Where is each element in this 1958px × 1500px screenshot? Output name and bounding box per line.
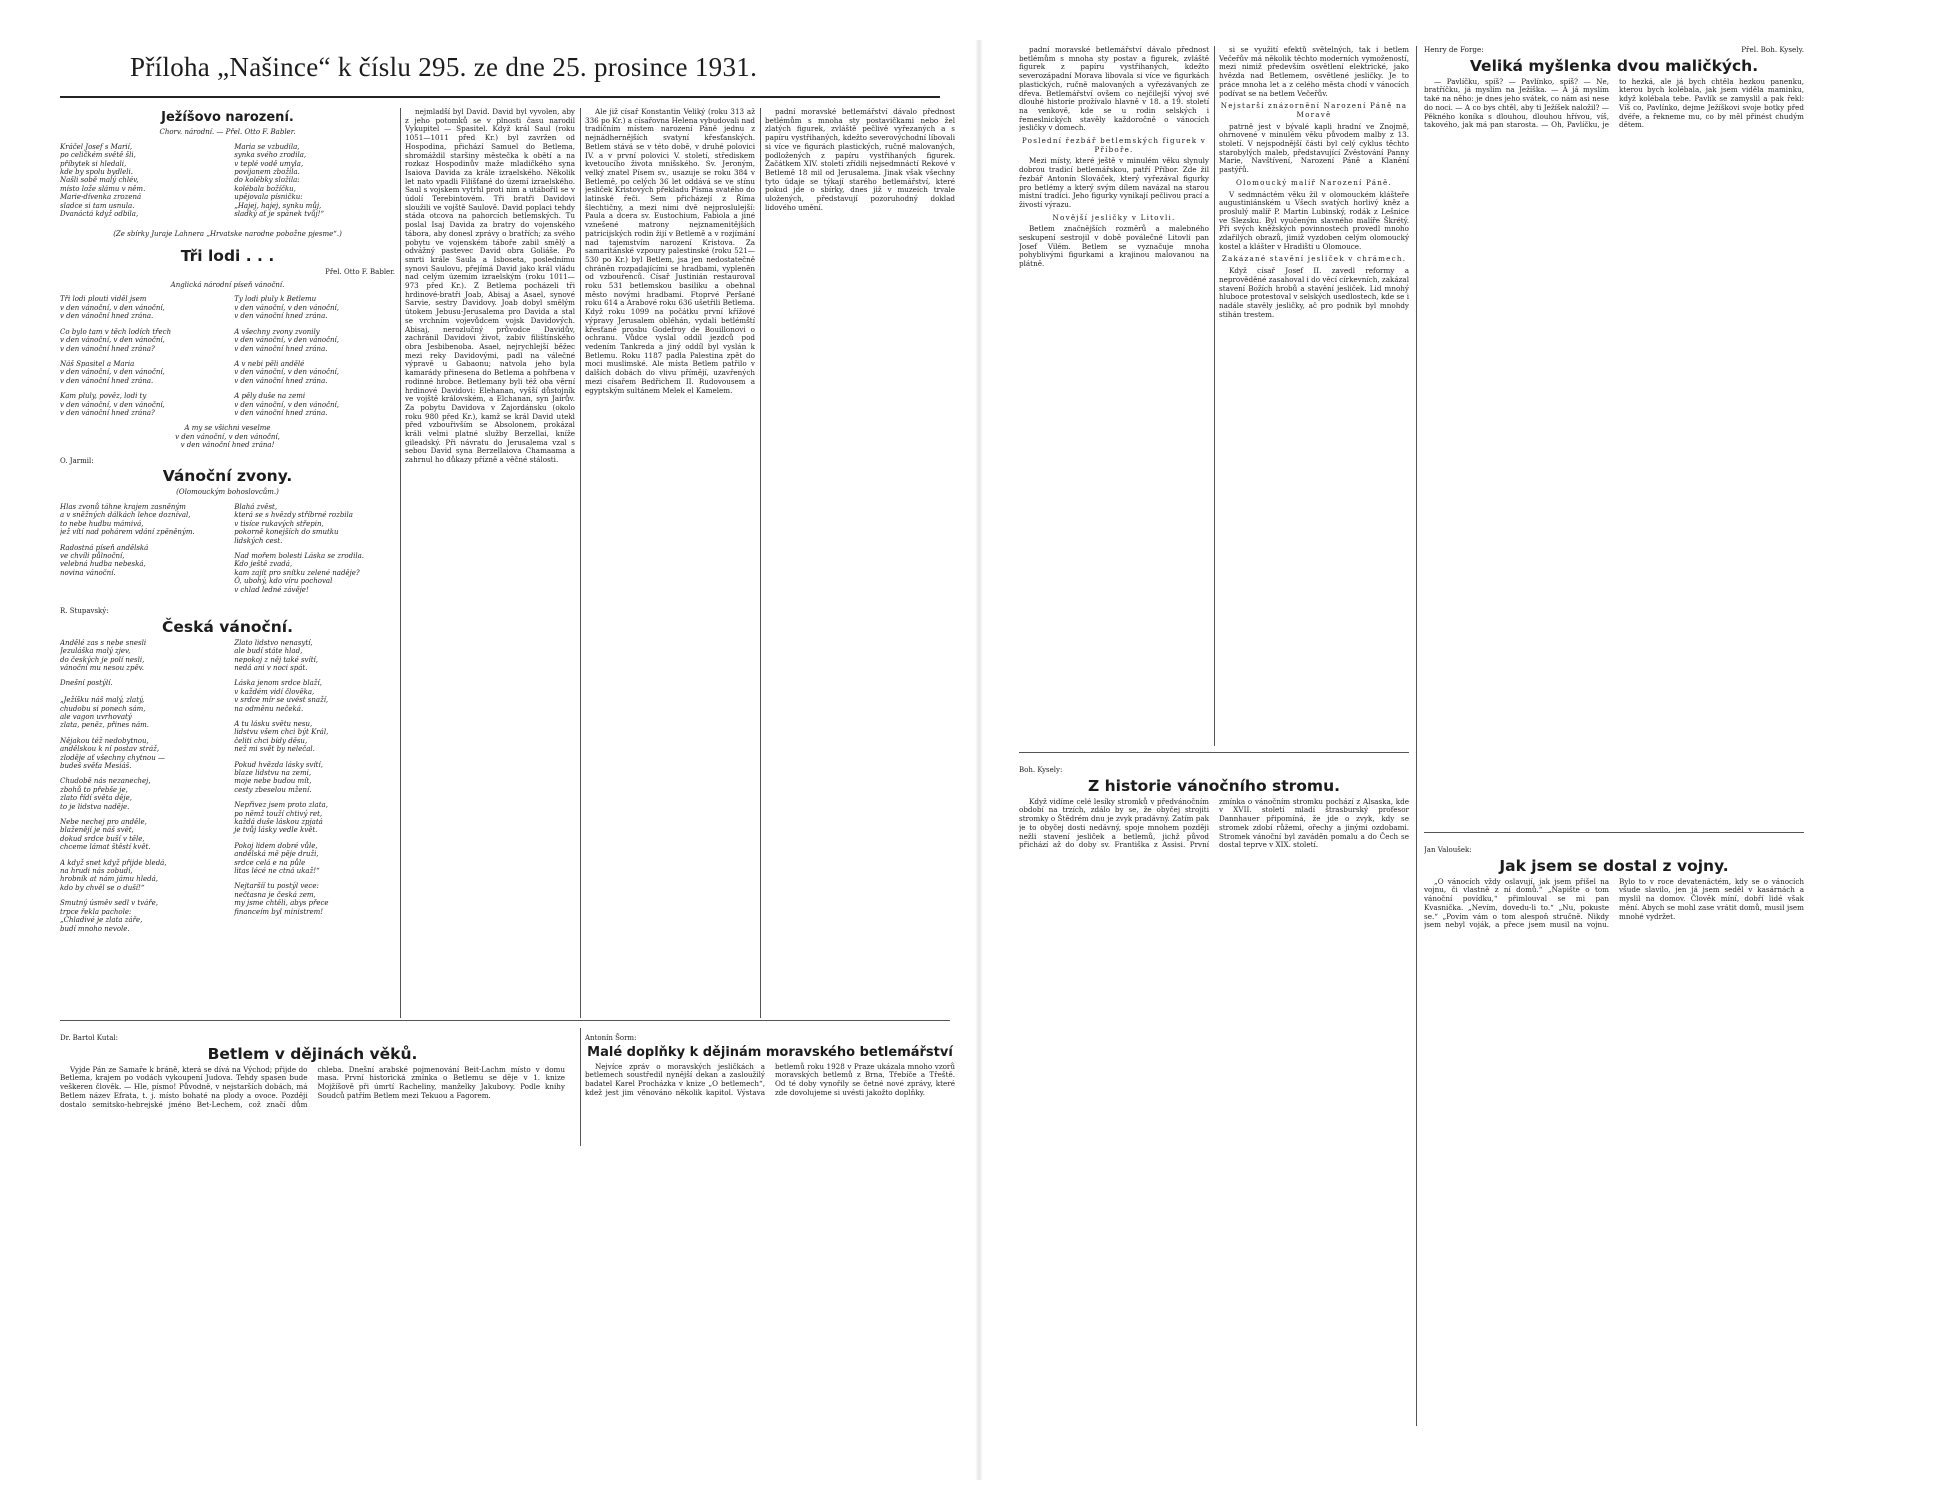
- poem2-stanza: Tři lodi plouti viděl jsem v den vánoční, v den vánoční, v den vánoční hned zrána.: [60, 295, 165, 321]
- poem2-stanza: A všechny zvony zvonily v den vánoční, v den vánoční, v den vánoční hned zrána.: [234, 327, 339, 353]
- story-author: Henry de Forge:: [1424, 46, 1484, 54]
- right-col-a-text: padní moravské betlemářství dávalo přednost betlémům s mnoha sty postav a figurek, zvláště figurek z papíru vystřihaných, kdežto severozápadní Morava libovala si více ve figurkách plastických, ručně malovaných a vyřezávaných ze dřeva. Betlemářství ovšem co nejčilejší vývoj své dlouhé historie prožívalo hlavně v 18. a 19. století na venkově, kde se u rodin selských i řemeslnických stavěly každoročně o vánocích jesličky v domech.: [1019, 46, 1209, 133]
- poem3-stanza: Nad mořem bolesti Láska se zrodila. Kdo ještě zvadá, kam zajít pro snítku zelené naděje? Ó, ubohý, kdo víru pochoval v chlad ledné závěje!: [234, 552, 364, 594]
- betlem-title: Betlem v dějinách věků.: [207, 1044, 418, 1063]
- section-title-olomouc: Olomoucký malíř Narození Páně.: [1236, 177, 1392, 187]
- section-title-znojmo: Nejstarší znázornění Narození Páně na Moravě: [1220, 101, 1408, 119]
- story-translator: Přel. Boh. Kysely.: [1741, 46, 1804, 54]
- poem4-stanza: Nebe nechej pro anděle, blaženějí je náš svět, dokud srdce buší v těle, chceme lámat štěstí květ.: [60, 818, 151, 852]
- poem4-stanza: Nějakou též nedobytnou, andělskou k ní postav stráž, zloděje ať všechny chytnou — budeš svěťa Mesiáš.: [60, 736, 165, 771]
- story-article: [1424, 46, 1804, 826]
- poem4-stanza: Nejtaršíí tu postýl vece: nečtasna je česká zem, my jsme chtěli, abys přece financeím byl ministrem!: [234, 882, 329, 916]
- right-column-b: [1219, 46, 1409, 746]
- poem2-left-column: [60, 295, 221, 424]
- right-col-b-text: si se využití efektů světelných, tak i betlem Večeřův má několik těchto moderních vymožeností, mezi nimiž především osvětlení elektrické, jako hvězda nad Betlemem, osvětlené jesličky. Je to práce mnoha let a z celého města chodí v vánocích podívat se na betlem Večeřův.: [1219, 46, 1409, 98]
- tree-text: Když vidíme celé lesíky stromků v předvánočním období na trzích, zdálo by se, že obyčej strojiti stromky o Štědrém dnu je zvyk pradávný. Zatím pak je to obyčej dosti nedávný, spoje mnohem později nežli stavení jesliček a betlemů, jichž původ přichází až do doby sv. Františka z Assisi. První zmínka o vánočním stromku pochází z Alsaska, kde v XVII. století mladí štrasburský profesor Dannhauer připomíná, že jde o zvyk, kdy se stromek zdobí růžemi, ořechy a jinými ozdobami. Stromek vánoční byl zaváděn pomalu a do Čech se dostal teprve v XIX. století.: [1019, 796, 1409, 850]
- article-column: [585, 108, 755, 1028]
- story-byline: [1424, 46, 1804, 55]
- doplnky-text: Nejvíce zpráv o moravských jesličkách a betlemech soustředil nynější dekan a zasloužilý badatel Karel Procházka v knize „O betlemech“, kdež jest jim věnováno několik kapitol. Výstava betlemů roku 1928 v Praze ukázala mnoho vzorů moravských betlemů z Brna, Třebíče a Třeště. Od té doby vynořily se četné nové zprávy, které zde dovolujeme si uvésti jakožto doplňky.: [585, 1061, 955, 1097]
- poems-column: [60, 108, 395, 1418]
- betlem-article: [60, 1028, 565, 1148]
- poem3-author: O. Jarmil:: [60, 456, 94, 465]
- article-text: Ale již císař Konstantin Veliký (roku 313 až 336 po Kr.) a císařovna Helena vybudovali nad tradičním místem narození Páně jednu z nejnádhernějších svatyní křesťanských. Betlem stává se v této době, v druhé polovici IV. a v první polovici V. století, střediskem kvetoucího života mnišského. Sv. Jeroným, velký znatel Písem sv., usazuje se roku 384 v Betlemě, po celých 36 let oddává se ve stínu jesliček Kristových překladu Písma svatého do latinské řeči. Sem přicházejí z Říma šlechtičny, a mezi nimi dvě nejproslulejší: Paula a dcera sv. Eustochium, Fabiola a jiné vznešené matrony nejznamenitějších patricijských rodin žijí v Betlemě a v rozjímání nad tajemstvím narození Kristova. Za samaritánské vzpoury palestinské (roku 521—530 po Kr.) byl Betlem, jsa jen nedostatečně chráněn rozpadajícími se hradbami, vypleněn od vzbouřenců. Císař Justinián restauroval roku 531 betlemskou basiliku a obehnal město novými hradbami. Ftoprvé Peršané roku 614 a Arabové roku 636 ušetřili Betlema. Když roku 1099 na počátku první křížové výpravy Jerusalem obléhán, vydali betlémští křesťané prosbu Godefroy de Bouillonovi o ochranu. Vůdce vyslal oddíl jezdců pod vedením Tankreda a jiný oddíl byl vyslán k Betlemu. Roku 1187 padla Palestina zpět do moci muslimské. Ale místa Betlem patřilo v dalších dobách do vlivu přímějí, uzavřených mezi císařem Bedřichem II. Rudovousem a egyptským sultánem Melek el Kamelem.: [585, 108, 755, 395]
- poem4-author: R. Stupavský:: [60, 607, 109, 616]
- poem2-right-column: [234, 295, 395, 424]
- story-title: Veliká myšlenka dvou maličkých.: [1469, 56, 1759, 75]
- poem4-left-column: [60, 639, 221, 940]
- poem4-stanza: Chudobě nás nezanechej, zbohů to přebše je, zlato řídí světa děje, to je lidstva naděje.: [60, 777, 151, 811]
- section-divider: [1424, 832, 1804, 833]
- betlem-text: Vyjde Pán ze Samaře k bráně, která se dívá na Východ; přijde do Betlema, krajem po vodách vykoupení Judova. Tehdy spasen bude veškeren člověk. — Hle, písmo! Původně, v nejstarších dobách, má Betlem název Efrata, t. j. místo bohaté na plody a ovoce. Později dostalo semitsko-hebrejské jméno Bet-Lechem, což značí dům chleba. Dnešní arabské pojmenování Beit-Lachm místo v domu masa. První historická zmínka o Betlemu se děje v 1. knize Mojžíšově při úmrtí Racheliny, manželky Jakubovy. Podle knihy Soudců patřím Betlem mezi Tekuou a Fagorem.: [60, 1064, 565, 1109]
- section-text-zakazane: Když císař Josef II. zavedl reformy a neprověděné zasahoval i do věcí církevních, zakázal stavení Božích hrobů a stavění jesliček. Lid mnohý hluboce protestoval v selských usedlostech, kde se i nadále stavěly jesličky, ač pro podnik byl mnohdy stihán trestem.: [1219, 266, 1409, 319]
- doplnky-article: [585, 1028, 955, 1148]
- poem3-stanza: Hlas zvonů táhne krajem zasněným a v sněžných dálkách lehce dozníval, to nebe hudbu mámivá, jež vítí nad pohárem vdání zpěněným.: [60, 502, 195, 537]
- poem2-stanza: A v nebi pěli andělé v den vánoční, v den vánoční, v den vánoční hned zrána.: [234, 359, 339, 385]
- poem3-verses: [60, 503, 395, 601]
- article-text: padní moravské betlemářství dávalo přednost betlémům s mnoha sty postavičkami nebo žel zlatých figurek, zvláště pečlivě vyřezaných a s papíru vystřihaných, kdežto severovýchodní líbovali si více ve figurách plastických, ručně malovaných, podložených z papíru vystřihaných figurek. Začátkem XIV. století zřídili nejsedmnáctí Rekové v Betlemě 18 mil od Jerusalema. Jinak však všechny tyto údaje se týkají starého betlemářství, které pokud jde o sbírky, dnes již v muzeích trvale uložených, představují pozoruhodný doklad lidového umění.: [765, 108, 955, 212]
- masthead-rule: [60, 96, 940, 98]
- section-text-litovel: Betlem značnějších rozměrů a malebného seskupení sestrojil v době poválečné Litovli pan Josef Vilém. Betlem se vyznačuje mnoha pohyblivými figurkami a krajinou malovanou na plátně.: [1019, 224, 1209, 269]
- poem2-translator: Přel. Otto F. Babler.: [325, 268, 395, 277]
- column-divider: [1416, 46, 1417, 1426]
- poem4-stanza: Andělé zas s nebe snesli Jezuláška malý zjev, do českých je polí nesli, vánoční mu nesou zpěv.: [60, 638, 147, 672]
- poem4-right-column: [234, 639, 395, 940]
- section-text-znojmo: patrně jest v bývalé kapli hradní ve Znojmě, ohrnovené v minulém věku původem malby z 13. století. V nejspodnější části byl celý cyklus těchto starobylých maleb, představující Zvěstování Panny Marie, Navštívení, Narození Páně a Klanění pastýřů.: [1219, 121, 1409, 175]
- poem4-stanza: Nepřivez jsem proto zlata, po němž touží chtivý ret, každá duše láskou zpjatá je tvůj lásky vedle květ.: [234, 801, 328, 835]
- poem2-stanza: Náš Spasitel a Maria v den vánoční, v den vánoční, v den vánoční hned zrána.: [60, 359, 165, 385]
- section-title-zakazane: Zakázané stavění jesliček v chrámech.: [1221, 254, 1407, 264]
- masthead: Příloha „Našince“ k číslu 295. ze dne 25. prosince 1931.: [130, 52, 758, 82]
- section-text-pribor: Mezi místy, které ještě v minulém věku slynuly dobrou tradicí betlemářskou, patří Příbor. Zde žil řezbář Antonín Slováček, který vyřezával figurky pro betlémy a který svým dílem navázal na starou místní tradici. Jeho figurky vynikají pečlivou prací a živostí výrazu.: [1019, 156, 1209, 209]
- tree-article: [1019, 760, 1409, 1420]
- poem4-stanza: Láska jenom srdce blaží, v každém vidí člověka, v srdce mír se uvést snaží, na odměnu nečeká.: [234, 679, 329, 713]
- article-column: [405, 108, 575, 1028]
- vojna-article: [1424, 840, 1804, 1420]
- poem1-note: (Ze sbírky Juraje Lahnera „Hrvatske narodne pobožne pjesme“.): [113, 230, 342, 239]
- article-text: nejmladší byl David. David byl vyvolen, aby z jeho potomků se v plnosti času narodil Vykupitel — Spasitel. Když král Saul (roku 1051—1011 před Kr.) byl zavržen od Hospodina, přichází Samuel do Betlema, shromáždil staršiny městečka k obětí a na rozkaz Hospodinův maže mladičkého syna Isaiova Davida za krále izraelského. Několik let nato vpadli Filišťané do území izraelského. Saul s vojskem vytrhl proti nim a utábořil se v údolí Terebintovém. Tři bratři Davidovi sloužili ve vojště Saulově. David poplaci tehdy stáda otcova na pahorcích betlemských. Tu poslal Isaj Davida za bratry do vojenského tábora, aby donesl zprávy o bratřích; za svého pobytu ve vojenském táboře zabil smělý a odvážný pastevec David obra Goliáše. Po smrti krále Saula a Isboseta, poslednímu synovi Saulovu, přejímá David jako král vládu nad celým územím izraelským (roku 1011—973 před Kr.). Z Betlema pocházeli tři hrdinové-bratři Joab, Abisaj a Asael, synové Sarvie, sestry Davidovy. Joab dobyl smělým útokem Jebusu-Jerusalema pro Davida a stal se vrchním vojevůdcem vojsk Davidových. Abisaj, nerozlučný průvodce Davidův, zachránil Davidovi život, zabiv filištínského obra Jesbibenoba. Asael, nejrychlejší běžec mezi reky Davidovými, padl na válečné výpravě u Gabaonu; natvola jeho byla kamarády přinesena do Betlema a pohřbena v rodinné hrobce. Betlemany byli též oba věrní hrdinové Davidovi: Elehanan, vyšší důstojník ve vojště královském, a Elchanan, syn Jairův. Za pobytu Davidova v Zajordánsku (okolo roku 980 před Kr.), kamž se král David utekl před vzbouřivším se Absolonem, prokázal králi velmi platné služby Berzellai, kníže gileadský. Při návratu do Jerusalema vzal s sebou David syna Berzellaiova Chamaama a zahrnul ho důkazy přízně a věčné stálosti.: [405, 108, 575, 465]
- doplnky-author: Antonín Šorm:: [585, 1034, 637, 1042]
- poem4-stanza: A když snet když přijde bledá, na hrudi nás zobudí, hrobník at nám jámu hledá, kdo by chvěl se o duší!“: [60, 858, 167, 892]
- poem3-subtitle: (Olomouckým bohoslovcům.): [176, 488, 279, 497]
- poem1-stanza-right: Maria se vzbudila, synka svého zrodila, v teplé vodě umyla, povijanem zbožila. do kolébky složila: kolébala božíčku, upějovala písničku: „Hajej, hajej, synku můj, sladký ať je spánek tvůj!“: [234, 142, 325, 218]
- poem4-stanza: Zlato lidstvo nenasytí, ale budí státe hlad, nepokoj z něj také svítí, nedá ani v noci spát.: [234, 638, 319, 672]
- poem2-subtitle: Anglická národní píseň vánoční.: [170, 280, 285, 289]
- section-text-olomouc: V sedmnáctém věku žil v olomouckém klášteře augustiniánském u Všech svatých horlivý kněz a proslulý malíř P. Martin Lubinský, rodák z Lešnice ve Slezsku. Byl vyučeným slavného malíře Škrétý. Při svých kněžských povinnostech provedl mnoho zdařilých obrazů, jimiž vyzdoben celým olomoucký kostel a klášter v Hradišti u Olomouce.: [1219, 189, 1409, 251]
- poem2-stanza: A pěly duše na zemi v den vánoční, v den vánoční, v den vánoční hned zrána.: [234, 392, 339, 417]
- right-page: [979, 0, 1958, 1500]
- poem2-title: Tři lodi . . .: [180, 247, 275, 266]
- vojna-title: Jak jsem se dostal z vojny.: [1499, 856, 1729, 875]
- story-text: — Pavlíčku, spíš? — Pavlínko, spíš? — Ne, bratříčku, já myslím na Ježíška. — A já myslím také na něho: je dnes jeho svátek, co nám asi nese do noci. — A co bys chtěl, aby ti Ježíšek naložil? — Pěkného koníka s dlouhou, dlouhou hřívou, víš, takového, jak má pan starosta. — Oh, Pavlíčku, je to hezká, ale já bych chtěla hezkou panenku, kterou bych kolébala, jak jsem viděla maminku, když kolébala tebe. Pavlík se zamyslil a pak řekl: Víš co, Pavlínko, dejme Ježíškovi svoje botky před dvéře, a řekneme mu, co by měl přinést chudým dětem.: [1424, 76, 1804, 130]
- tree-author: Boh. Kysely:: [1019, 766, 1063, 774]
- poem3-right-column: [234, 503, 395, 601]
- column-divider: [760, 108, 761, 1018]
- poem3-left-column: [60, 503, 221, 601]
- column-divider: [580, 108, 581, 1018]
- section-title-pribor: Poslední řezbář betlemských figurek v Příboře.: [1021, 136, 1207, 154]
- poem4-stanza: Pokud hvězda lásky svítí, blaze lidstvu na zemi, moje nebe budou mít, cesty zbeselou mžení.: [234, 760, 323, 794]
- poem4-stanza: Pokoj lidem dobré vůle, andělská mě pěje druži, srdce celá e na půle litas lécé ne ctná ukaž!“: [234, 841, 320, 876]
- poem1-subtitle: Chorv. národní. — Přel. Otto F. Babler.: [159, 128, 296, 136]
- poem4-verses: [60, 639, 395, 940]
- poem2-stanza: Ty lodi pluly k Betlemu v den vánoční, v den vánoční, v den vánoční hned zrána.: [234, 295, 339, 321]
- poem4-stanza: A tu lásku světu nesu, lidstvu všem chci být Král, čeliti chci bídy děsu, než mi svět by nelečal.: [234, 719, 329, 754]
- poem1-verses: [60, 143, 395, 226]
- poem2-stanza: Kam pluly, pověz, lodi ty v den vánoční, v den vánoční, v den vánoční hned zrána?: [60, 392, 165, 417]
- poem3-title: Vánoční zvony.: [162, 467, 293, 486]
- vojna-text: „O vánocích vždy oslavují, jak jsem přišel na vojnu, či vlastně z ní domů.“ „Napište o tom vánoční povídku,“ přimlouval se mi pan Kvasnička. „Nevím, dovedu-li to.“ „Nu, pokuste se.“ „Povím vám o tom alespoň stručně. Nikdy jsem nebyl voják, a přece jsem musil na vojnu. Bylo to v roce devatenáctém, kdy se o vánocích všude slavilo, jen já jsem seděl v kasárnách a myslil na domov. Člověk míní, dobří lidé však mění. Abych se mohl zase vrátit domů, musil jsem mnohé vydržet.: [1424, 876, 1804, 930]
- column-divider: [1214, 46, 1215, 746]
- betlem-author: Dr. Bartol Kutal:: [60, 1034, 118, 1042]
- poem4-title: Česká vánoční.: [162, 617, 293, 636]
- article-column: [765, 108, 955, 1028]
- column-divider: [400, 108, 401, 1018]
- column-divider: [580, 1028, 581, 1146]
- vojna-author: Jan Valoušek:: [1424, 846, 1472, 854]
- doplnky-title: Malé doplňky k dějinám moravského betlemářství: [587, 1044, 953, 1060]
- poem4-stanza: Dnešní postýlí. „Ježíšku náš malý, zlatý, chudobu si ponech sám, ale vagon uvrhovatý zlata, peněz, přines nám.: [60, 679, 150, 730]
- right-column-a: [1019, 46, 1209, 746]
- tree-title: Z historie vánočního stromu.: [1088, 776, 1340, 795]
- poem4-stanza: Smutný úsměv sedl v tváře, trpce řekla pachole: „Chladivé je zlata záře, budí mnoho nevole.: [60, 899, 159, 933]
- poem3-stanza: Blahá zvěst, která se s hvězdy stříbrné rozbila v tisíce rukavých střepin, pokorně konejších do smutku lidských cest.: [234, 502, 353, 545]
- poem3-stanza: Radostná píseň andělská ve chvíli půlnoční, velebná hudba nebeská, novina vánoční.: [60, 543, 149, 577]
- poem1-title: Ježíšovo narození.: [161, 110, 294, 125]
- poem2-closing: A my se všichni veselme v den vánoční, v den vánoční, v den vánoční hned zrána!: [175, 424, 280, 450]
- poem1-stanza-left: Kráčel Josef s Marií, po celičkém světě šli, příbytek si hledali, kde by spolu bydleli. Našli sobě malý chlév, místo lože slámu v něm. Marie-dívenka zrozená sladce si tam usnula. Dvanáctá když odbila,: [60, 142, 146, 218]
- poem2-stanza: Co bylo tam v těch lodích třech v den vánoční, v den vánoční, v den vánoční hned zrána?: [60, 327, 172, 353]
- section-divider: [1019, 752, 1409, 753]
- poem2-verses: [60, 295, 395, 424]
- section-divider: [60, 1020, 950, 1021]
- section-title-litovel: Novější jesličky v Litovli.: [1052, 212, 1176, 222]
